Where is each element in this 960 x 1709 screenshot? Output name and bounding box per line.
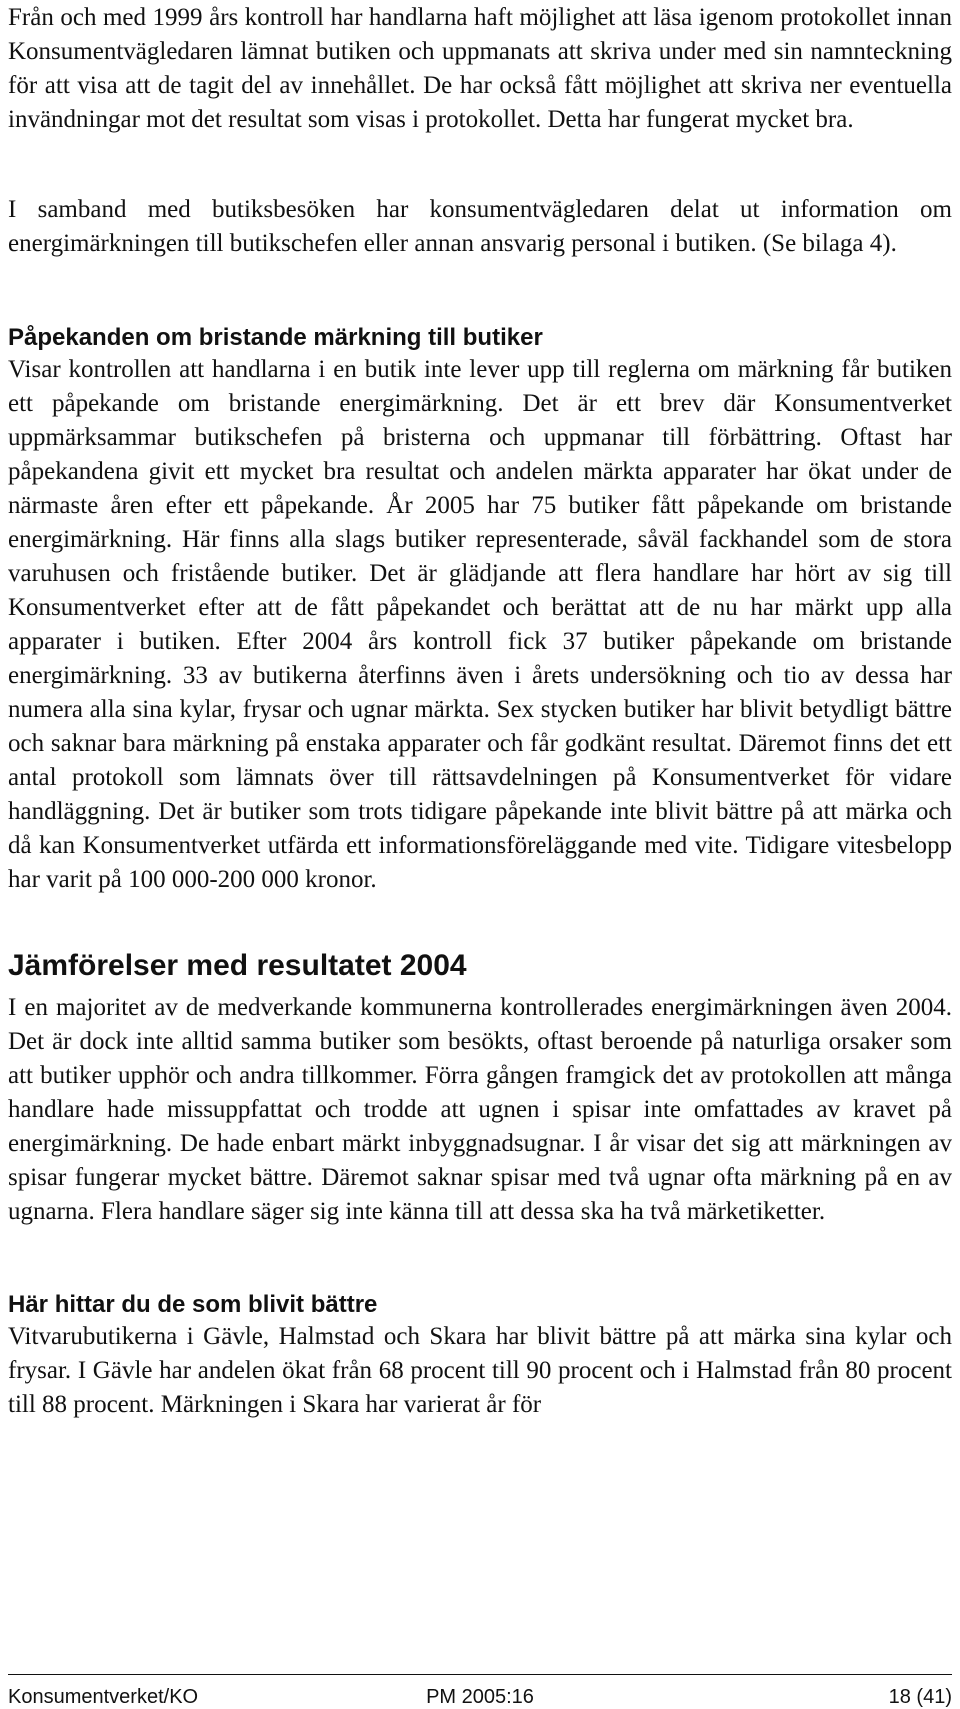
footer-publisher: Konsumentverket/KO [8,1686,199,1708]
paragraph-protocol-review: Från och med 1999 års kontroll har handlarna haft möjlighet att läsa igenom protokollet innan Konsumentvägledaren lämnat butiken och uppmanats att skriva under med sin namnteckning för att visa att de tagit del av innehållet. De har också fått möjlighet att skriva ner eventuella invändningar mot det resultat som visas i protokollet. Detta har fungerat mycket bra. [8,4,952,133]
page-footer [8,1674,952,1708]
paragraph-information-distribution: I samband med butiksbesöken har konsumentvägledaren delat ut information om energimärkningen till butikschefen eller annan ansvarig personal i butiken. (Se bilaga 4). [8,196,952,257]
paragraph-jamforelser-body: I en majoritet av de medverkande kommunerna kontrollerades energimärkningen även 2004. Det är dock inte alltid samma butiker som besökts, oftast beroende på naturliga orsaker som att butiker upphör och andra tillkommer. Förra gången framgick det av protokollen att många handlare hade missuppfattat och trodde att ugnen i spisar inte omfattades av kravet på energimärkning. De hade enbart märkt inbyggnadsugnar. I år visar det sig att märkningen av spisar fungerar mycket bättre. Däremot saknar spisar med två ugnar ofta märkning på en av ugnarna. Flera handlare säger sig inte känna till att dessa ska ha två märketiketter. [8,994,952,1225]
paragraph-battre-body: Vitvarubutikerna i Gävle, Halmstad och Skara har blivit bättre på att märka sina kylar och frysar. I Gävle har andelen ökat från 68 procent till 90 procent och i Halmstad från 80 procent till 88 procent. Märkningen i Skara har varierat år för [8,1323,952,1418]
heading-pakekanden: Påpekanden om bristande märkning till butiker [8,324,543,351]
paragraph-pakekanden-body: Visar kontrollen att handlarna i en butik inte lever upp till reglerna om märkning får butiken ett påpekande om bristande energimärkning. Det är ett brev där Konsumentverket uppmärksammar butikschefen på bristerna och uppmanar till förbättring. Oftast har påpekandena givit ett mycket bra resultat och andelen märkta apparater har ökat under de närmaste åren efter ett påpekande. År 2005 har 75 butiker fått påpekande om bristande energimärkning. Här finns alla slags butiker representerade, såväl fackhandel som de stora varuhusen och fristående butiker. Det är glädjande att flera handlare har hört av sig till Konsumentverket efter att de fått påpekandet och berättat att de nu har märkt upp alla apparater i butiken. Efter 2004 års kontroll fick 37 butiker påpekande om bristande energimärkning. 33 av butikerna återfinns även i årets undersökning och tio av dessa har numera alla sina kylar, frysar och ugnar märkta. Sex stycken butiker har blivit betydligt bättre och saknar bara märkning på enstaka apparater och får godkänt resultat. Däremot finns det ett antal protokoll som lämnats över till rättsavdelningen på Konsumentverket för vidare handläggning. Det är butiker som trots tidigare påpekande inte blivit bättre på att märka och då kan Konsumentverket utfärda ett informationsföreläggande med vite. Tidigare vitesbelopp har varit på 100 000-200 000 kronor. [8,356,952,893]
footer-page-number: 18 (41) [888,1686,952,1708]
heading-jamforelser: Jämförelser med resultatet 2004 [8,949,467,982]
footer-document-id: PM 2005:16 [426,1686,534,1708]
heading-battre: Här hittar du de som blivit bättre [8,1291,378,1318]
document-page [8,0,952,1708]
